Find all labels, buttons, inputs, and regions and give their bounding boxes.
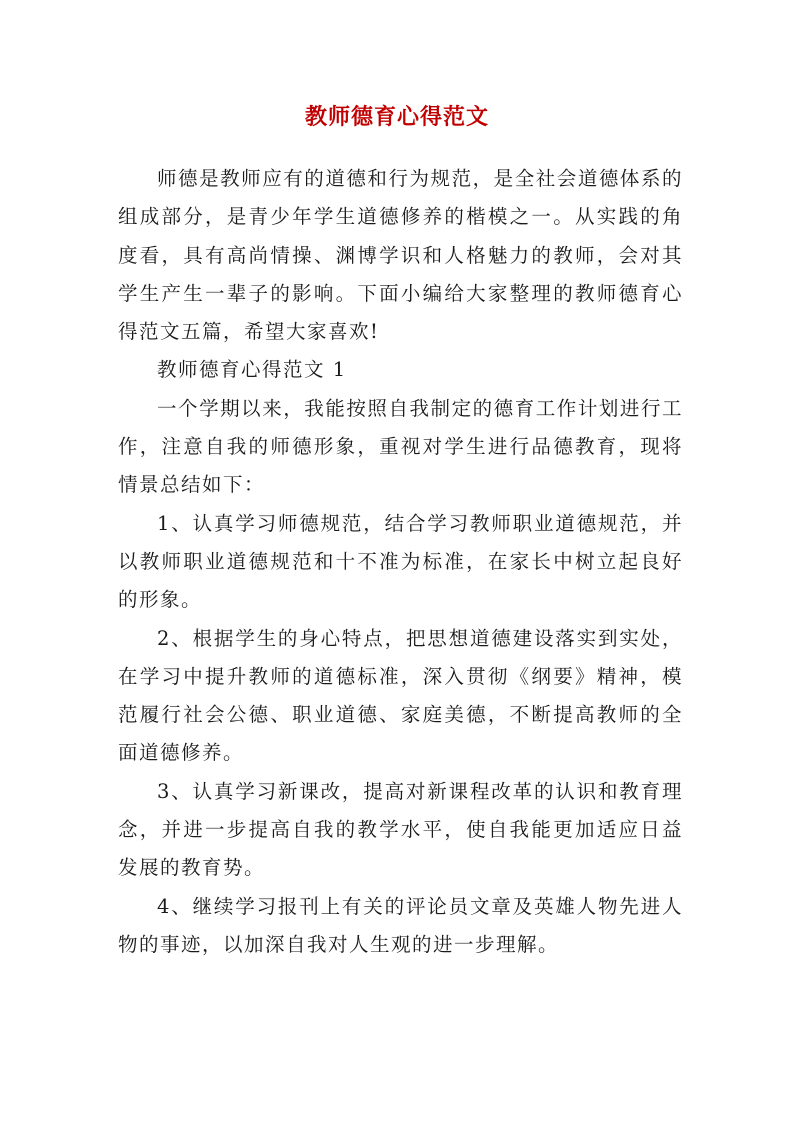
list-item-4: 4、继续学习报刊上有关的评论员文章及英雄人物先进人物的事迹，以加深自我对人生观的进一步理解。 [118,894,683,956]
list-item-3: 3、认真学习新课改，提高对新课程改革的认识和教育理念，并进一步提高自我的教学水平，使自我能更加适应日益发展的教育势。 [118,779,683,880]
paragraph-opening: 一个学期以来，我能按照自我制定的德育工作计划进行工作，注意自我的师德形象，重视对学生进行品德教育，现将情景总结如下： [118,396,683,497]
paragraph-intro: 师德是教师应有的道德和行为规范，是全社会道德体系的组成部分，是青少年学生道德修养的楷模之一。从实践的角度看，具有高尚情操、渊博学识和人格魅力的教师，会对其学生产生一辈子的影响。下面小编给大家整理的教师德育心得范文五篇，希望大家喜欢! [118,167,683,344]
section-heading: 教师德育心得范文 1 [157,358,347,382]
list-item-2: 2、根据学生的身心特点，把思想道德建设落实到实处，在学习中提升教师的道德标准，深入贯彻《纲要》精神，模范履行社会公德、职业道德、家庭美德，不断提高教师的全面道德修养。 [118,626,683,765]
document-body [118,160,683,964]
document-title: 教师德育心得范文 [304,104,489,130]
list-item-1: 1、认真学习师德规范，结合学习教师职业道德规范，并以教师职业道德规范和十不准为标准，在家长中树立起良好的形象。 [118,511,683,612]
